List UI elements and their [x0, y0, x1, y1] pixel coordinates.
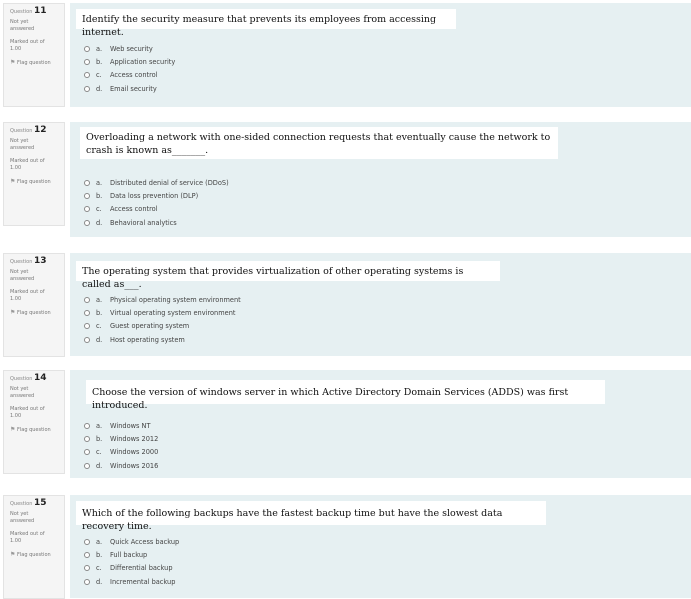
radio-button[interactable]	[84, 449, 90, 455]
flag-question-button[interactable]: ⚑ Flag question	[10, 309, 51, 316]
answer-option-a[interactable]: a. Quick Access backup	[84, 535, 179, 548]
radio-button[interactable]	[84, 59, 90, 65]
question-info	[3, 495, 65, 599]
answer-option-c[interactable]: c. Windows 2000	[84, 446, 158, 459]
flag-question-button[interactable]: ⚑ Flag question	[10, 551, 51, 558]
answer-list	[84, 176, 229, 229]
radio-button[interactable]	[84, 86, 90, 92]
answer-option-b[interactable]: b. Windows 2012	[84, 432, 158, 445]
radio-button[interactable]	[84, 323, 90, 329]
answer-option-a[interactable]: a. Web security	[84, 42, 175, 55]
answer-option-d[interactable]: d. Incremental backup	[84, 575, 179, 588]
radio-button[interactable]	[84, 193, 90, 199]
answer-option-c[interactable]: c. Guest operating system	[84, 320, 241, 333]
answer-option-b[interactable]: b. Application security	[84, 55, 175, 68]
question-state: Not yet answered	[10, 386, 35, 399]
flag-icon: ⚑	[10, 178, 16, 185]
radio-button[interactable]	[84, 180, 90, 186]
answer-list	[84, 42, 175, 95]
flag-icon: ⚑	[10, 426, 16, 433]
radio-button[interactable]	[84, 565, 90, 571]
flag-icon: ⚑	[10, 551, 16, 558]
answer-option-a[interactable]: a. Windows NT	[84, 419, 158, 432]
question-grade: Marked out of 1.00	[10, 158, 45, 171]
question-info	[3, 253, 65, 357]
question-state: Not yet answered	[10, 19, 35, 32]
answer-list	[84, 419, 158, 472]
radio-button[interactable]	[84, 72, 90, 78]
answer-option-c[interactable]: c. Differential backup	[84, 562, 179, 575]
question-info	[3, 122, 65, 226]
radio-button[interactable]	[84, 46, 90, 52]
radio-button[interactable]	[84, 337, 90, 343]
question-text: Identify the security measure that prevents its employees from accessing internet.	[76, 9, 456, 29]
question-content	[70, 122, 691, 237]
answer-option-d[interactable]: d. Windows 2016	[84, 459, 158, 472]
question-text: Overloading a network with one-sided connection requests that eventually cause the network to crash is known as_______.	[80, 127, 558, 159]
radio-button[interactable]	[84, 463, 90, 469]
question-content	[70, 253, 691, 356]
question-content	[70, 495, 691, 598]
flag-question-button[interactable]: ⚑ Flag question	[10, 426, 51, 433]
answer-option-a[interactable]: a. Distributed denial of service (DDoS)	[84, 176, 229, 189]
question-text: Which of the following backups have the fastest backup time but have the slowest data recovery time.	[76, 501, 546, 525]
question-number: Question 12	[10, 125, 47, 135]
answer-option-c[interactable]: c. Access control	[84, 69, 175, 82]
question-content	[70, 370, 691, 478]
question-grade: Marked out of 1.00	[10, 531, 45, 544]
radio-button[interactable]	[84, 297, 90, 303]
radio-button[interactable]	[84, 436, 90, 442]
radio-button[interactable]	[84, 310, 90, 316]
answer-option-a[interactable]: a. Physical operating system environment	[84, 293, 241, 306]
question-state: Not yet answered	[10, 269, 35, 282]
answer-option-d[interactable]: d. Email security	[84, 82, 175, 95]
question-grade: Marked out of 1.00	[10, 39, 45, 52]
question-number: Question 14	[10, 373, 47, 383]
answer-option-c[interactable]: c. Access control	[84, 203, 229, 216]
question-number: Question 11	[10, 6, 47, 16]
flag-icon: ⚑	[10, 59, 16, 66]
question-state: Not yet answered	[10, 511, 35, 524]
question-number: Question 13	[10, 256, 47, 266]
answer-option-d[interactable]: d. Behavioral analytics	[84, 216, 229, 229]
question-text: Choose the version of windows server in which Active Directory Domain Services (ADDS) was first introduced.	[86, 380, 605, 404]
answer-option-b[interactable]: b. Data loss prevention (DLP)	[84, 189, 229, 202]
question-grade: Marked out of 1.00	[10, 289, 45, 302]
answer-option-b[interactable]: b. Full backup	[84, 548, 179, 561]
question-content	[70, 3, 691, 107]
question-info	[3, 3, 65, 107]
radio-button[interactable]	[84, 220, 90, 226]
flag-question-button[interactable]: ⚑ Flag question	[10, 178, 51, 185]
question-number: Question 15	[10, 498, 47, 508]
answer-list	[84, 535, 179, 588]
question-state: Not yet answered	[10, 138, 35, 151]
flag-question-button[interactable]: ⚑ Flag question	[10, 59, 51, 66]
answer-option-b[interactable]: b. Virtual operating system environment	[84, 306, 241, 319]
radio-button[interactable]	[84, 552, 90, 558]
radio-button[interactable]	[84, 423, 90, 429]
answer-list	[84, 293, 241, 346]
question-text: The operating system that provides virtualization of other operating systems is called as___.	[76, 261, 500, 281]
radio-button[interactable]	[84, 579, 90, 585]
radio-button[interactable]	[84, 539, 90, 545]
radio-button[interactable]	[84, 206, 90, 212]
question-grade: Marked out of 1.00	[10, 406, 45, 419]
answer-option-d[interactable]: d. Host operating system	[84, 333, 241, 346]
flag-icon: ⚑	[10, 309, 16, 316]
question-info	[3, 370, 65, 474]
